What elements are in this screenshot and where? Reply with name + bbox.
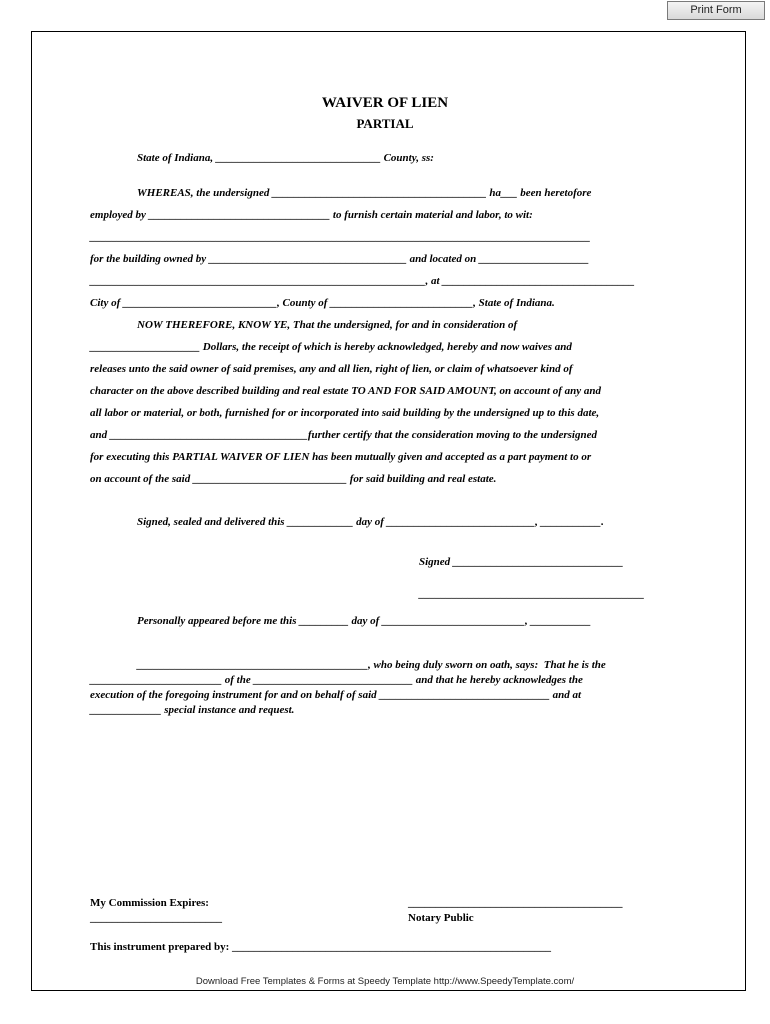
document-border: [31, 31, 746, 991]
whereas-line: WHEREAS, the undersigned _______________________________________ ha___ been heretofore: [137, 187, 592, 199]
signed-sealed-line: Signed, sealed and delivered this ____________ day of ___________________________, ___________.: [137, 516, 604, 528]
state-county-line: State of Indiana, ______________________________ County, ss:: [137, 152, 434, 164]
commission-expires-label: My Commission Expires:: [90, 897, 209, 909]
execution-line: execution of the foregoing instrument for and on behalf of said _______________________________ and at: [90, 689, 582, 701]
releases-line: releases unto the said owner of said premises, any and all lien, right of lien, or claim of whatsoever kind of: [90, 363, 573, 375]
special-instance-line: _____________ special instance and request.: [90, 704, 295, 716]
account-line: on account of the said ____________________________ for said building and real estate.: [90, 473, 497, 485]
character-line: character on the above described building and real estate TO AND FOR SAID AMOUNT, on account of any and: [90, 385, 602, 397]
certify-line: and ____________________________________further certify that the consideration moving to the undersigned: [90, 429, 597, 441]
signature-blank-line: _________________________________________: [419, 588, 645, 600]
labor-material-line: all labor or material, or both, furnished for or incorporated into said building by the undersigned up to this date,: [90, 407, 600, 419]
acknowledges-line: ________________________ of the _____________________________ and that he hereby acknowledges the: [90, 674, 583, 686]
document-title: WAIVER OF LIEN: [321, 95, 449, 111]
signed-line: Signed _______________________________: [419, 556, 624, 568]
notary-signature-blank: _______________________________________: [408, 897, 623, 909]
personally-appeared-line: Personally appeared before me this _________ day of __________________________, ___________: [137, 615, 592, 627]
document-subtitle: PARTIAL: [356, 116, 414, 131]
city-county-line: City of ____________________________, County of __________________________, State of Indiana.: [90, 297, 555, 309]
dollars-line: ____________________ Dollars, the receipt of which is hereby acknowledged, hereby and now waives and: [90, 341, 572, 353]
materials-blank-line: ___________________________________________________________________________________________: [90, 231, 591, 243]
partial-waiver-line: for executing this PARTIAL WAIVER OF LIEN has been mutually given and accepted as a part payment to or: [90, 451, 592, 463]
now-therefore-line: NOW THEREFORE, KNOW YE, That the undersigned, for and in consideration of: [137, 319, 518, 331]
location-line: _____________________________________________________________, at ___________________________________: [90, 275, 635, 287]
commission-expires-blank: ________________________: [90, 912, 222, 924]
building-owner-line: for the building owned by ____________________________________ and located on ____________________: [90, 253, 589, 265]
employed-by-line: employed by _________________________________ to furnish certain material and labor, to wit:: [90, 209, 533, 221]
notary-public-label: Notary Public: [408, 912, 474, 924]
sworn-line: __________________________________________, who being duly sworn on oath, says: That he is the: [137, 659, 606, 671]
print-form-button[interactable]: Print Form: [667, 1, 765, 20]
prepared-by-line: This instrument prepared by: __________________________________________________________: [90, 941, 552, 953]
footer-text: Download Free Templates & Forms at Speedy Template http://www.SpeedyTemplate.com/: [195, 976, 575, 987]
